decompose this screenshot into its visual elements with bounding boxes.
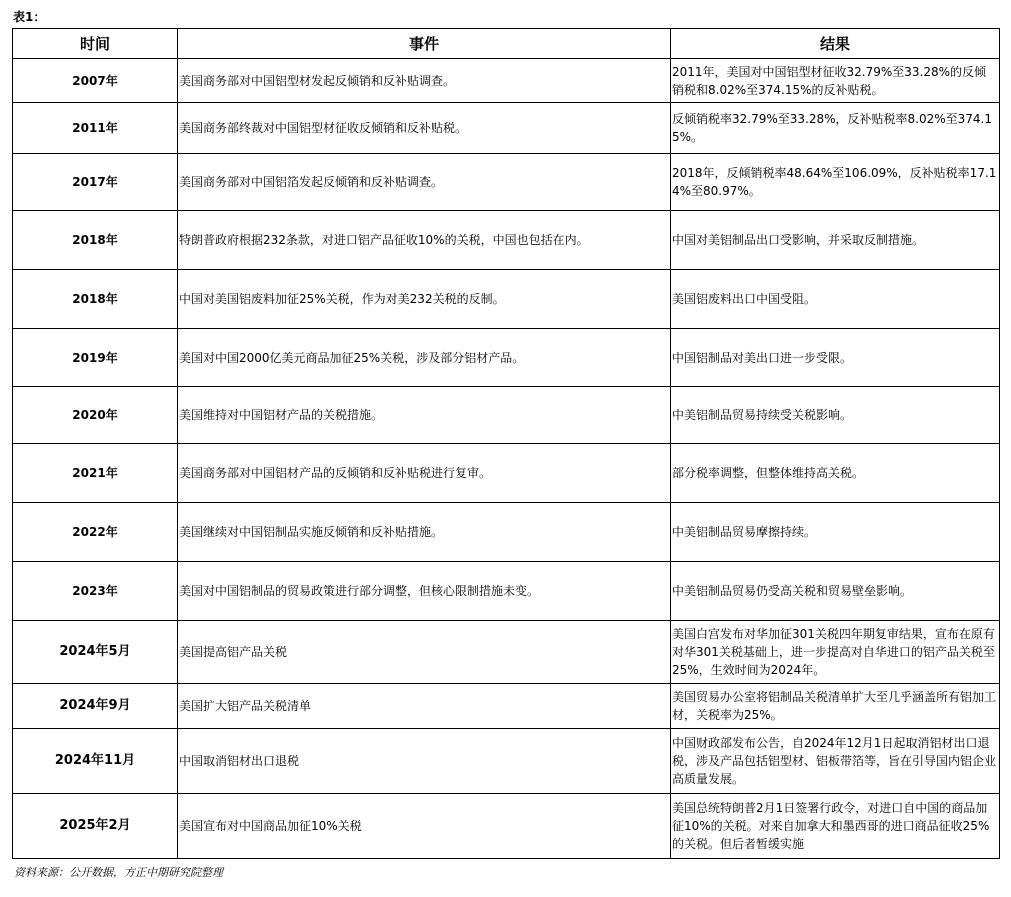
table-row xyxy=(13,154,1000,211)
event-cell: 中国对美国铝废料加征25%关税，作为对美232关税的反制。 xyxy=(178,270,671,329)
event-cell: 美国商务部对中国铝材产品的反倾销和反补贴税进行复审。 xyxy=(178,444,671,503)
result-cell: 中国财政部发布公告，自2024年12月1日起取消铝材出口退税，涉及产品包括铝型材、铝板带箔等，旨在引导国内铝企业高质量发展。 xyxy=(671,729,1000,794)
event-cell: 美国提高铝产品关税 xyxy=(178,621,671,684)
table-row xyxy=(13,59,1000,103)
event-cell: 美国维持对中国铝材产品的关税措施。 xyxy=(178,387,671,444)
time-cell: 2017年 xyxy=(13,154,178,211)
time-cell: 2021年 xyxy=(13,444,178,503)
time-cell: 2022年 xyxy=(13,503,178,562)
time-cell: 2019年 xyxy=(13,329,178,387)
event-cell: 美国宣布对中国商品加征10%关税 xyxy=(178,794,671,859)
table-row xyxy=(13,444,1000,503)
header-event: 事件 xyxy=(178,29,671,59)
event-cell: 特朗普政府根据232条款，对进口铝产品征收10%的关税，中国也包括在内。 xyxy=(178,211,671,270)
table-header-row xyxy=(13,29,1000,59)
time-cell: 2023年 xyxy=(13,562,178,621)
result-cell: 部分税率调整，但整体维持高关税。 xyxy=(671,444,1000,503)
table-row xyxy=(13,503,1000,562)
event-cell: 美国商务部终裁对中国铝型材征收反倾销和反补贴税。 xyxy=(178,103,671,154)
result-cell: 中美铝制品贸易摩擦持续。 xyxy=(671,503,1000,562)
tariff-events-table xyxy=(12,28,1000,859)
table-row xyxy=(13,794,1000,859)
result-cell: 中美铝制品贸易持续受关税影响。 xyxy=(671,387,1000,444)
table-row xyxy=(13,211,1000,270)
event-cell: 美国继续对中国铝制品实施反倾销和反补贴措施。 xyxy=(178,503,671,562)
header-result: 结果 xyxy=(671,29,1000,59)
event-cell: 中国取消铝材出口退税 xyxy=(178,729,671,794)
event-cell: 美国商务部对中国铝型材发起反倾销和反补贴调查。 xyxy=(178,59,671,103)
table-row xyxy=(13,387,1000,444)
table-row xyxy=(13,729,1000,794)
table-caption: 表1： xyxy=(13,10,46,24)
event-cell: 美国对中国2000亿美元商品加征25%关税，涉及部分铝材产品。 xyxy=(178,329,671,387)
event-cell: 美国扩大铝产品关税清单 xyxy=(178,684,671,729)
result-cell: 美国贸易办公室将铝制品关税清单扩大至几乎涵盖所有铝加工材，关税率为25%。 xyxy=(671,684,1000,729)
result-cell: 美国白宫发布对华加征301关税四年期复审结果，宣布在原有对华301关税基础上，进一步提高对自华进口的铝产品关税至25%，生效时间为2024年。 xyxy=(671,621,1000,684)
event-cell: 美国对中国铝制品的贸易政策进行部分调整，但核心限制措施未变。 xyxy=(178,562,671,621)
table-row xyxy=(13,270,1000,329)
time-cell: 2024年9月 xyxy=(13,684,178,729)
result-cell: 美国铝废料出口中国受阻。 xyxy=(671,270,1000,329)
header-time: 时间 xyxy=(13,29,178,59)
result-cell: 美国总统特朗普2月1日签署行政令，对进口自中国的商品加征10%的关税。对来自加拿大和墨西哥的进口商品征收25%的关税。但后者暂缓实施 xyxy=(671,794,1000,859)
time-cell: 2018年 xyxy=(13,211,178,270)
time-cell: 2018年 xyxy=(13,270,178,329)
source-note: 资料来源：公开数据，方正中期研究院整理 xyxy=(14,866,223,879)
time-cell: 2020年 xyxy=(13,387,178,444)
result-cell: 中美铝制品贸易仍受高关税和贸易壁垒影响。 xyxy=(671,562,1000,621)
event-cell: 美国商务部对中国铝箔发起反倾销和反补贴调查。 xyxy=(178,154,671,211)
time-cell: 2024年5月 xyxy=(13,621,178,684)
table-row xyxy=(13,329,1000,387)
result-cell: 中国对美铝制品出口受影响，并采取反制措施。 xyxy=(671,211,1000,270)
table-row xyxy=(13,562,1000,621)
time-cell: 2024年11月 xyxy=(13,729,178,794)
time-cell: 2007年 xyxy=(13,59,178,103)
result-cell: 2018年，反倾销税率48.64%至106.09%，反补贴税率17.14%至80.97%。 xyxy=(671,154,1000,211)
table-row xyxy=(13,103,1000,154)
time-cell: 2011年 xyxy=(13,103,178,154)
table-row xyxy=(13,684,1000,729)
time-cell: 2025年2月 xyxy=(13,794,178,859)
table-row xyxy=(13,621,1000,684)
result-cell: 反倾销税率32.79%至33.28%，反补贴税率8.02%至374.15%。 xyxy=(671,103,1000,154)
result-cell: 中国铝制品对美出口进一步受限。 xyxy=(671,329,1000,387)
result-cell: 2011年，美国对中国铝型材征收32.79%至33.28%的反倾销税和8.02%至374.15%的反补贴税。 xyxy=(671,59,1000,103)
